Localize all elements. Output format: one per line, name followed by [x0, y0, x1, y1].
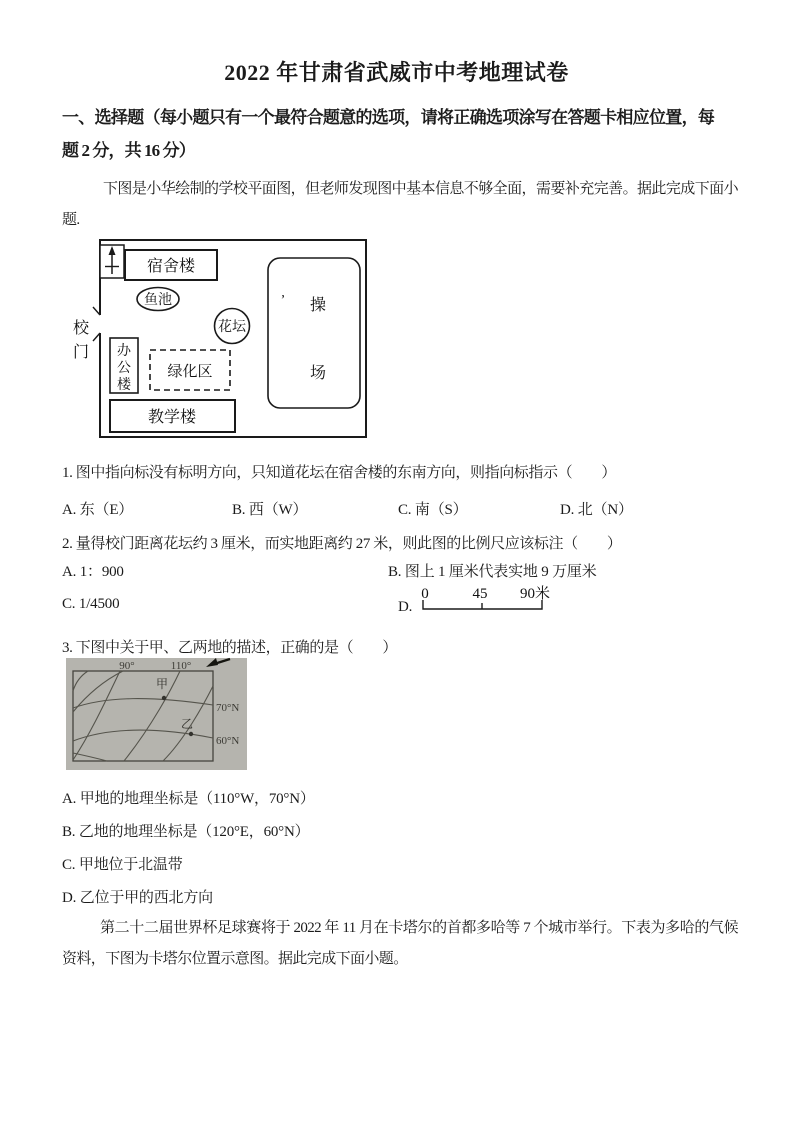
dormitory-label: 宿舍楼	[146, 258, 196, 275]
gate-opening-marks	[93, 307, 100, 341]
gate-label-char1: 校	[72, 320, 90, 337]
scale-bar-figure	[418, 584, 550, 618]
office-label-char1: 办	[117, 344, 131, 359]
lon-110-label: 110°	[170, 660, 192, 672]
q2-option-c: C. 1/4500	[62, 596, 120, 612]
playground-label-char2: 场	[309, 365, 327, 382]
question-1-text: 1. 图中指向标没有标明方向，只知道花坛在宿舍楼的东南方向，则指向标指示（ ）	[62, 465, 617, 481]
scale-tick-0-label: 0	[421, 586, 429, 602]
point-jia-dot	[162, 696, 166, 700]
exam-title: 2022 年甘肃省武威市中考地理试卷	[224, 60, 569, 85]
flower-bed-label: 花坛	[218, 320, 246, 335]
q2-option-b: B. 图上 1 厘米代表实地 9 万厘米	[388, 564, 597, 580]
q1-option-b: B. 西（W）	[232, 502, 308, 518]
fish-pond-label: 鱼池	[144, 293, 172, 308]
office-label-char3: 楼	[117, 378, 131, 393]
lon-90-label: 90°	[119, 660, 135, 672]
lat-70n-label: 70°N	[216, 702, 240, 714]
q3-option-d: D. 乙位于甲的西北方向	[62, 890, 213, 906]
playground-label-char1: 操	[309, 297, 327, 314]
gate-label-char2: 门	[72, 344, 90, 361]
q1-option-c: C. 南（S）	[398, 502, 468, 518]
lat-60n-label: 60°N	[216, 735, 240, 747]
intro-paragraph: 下图是小华绘制的学校平面图，但老师发现图中基本信息不够全面，需要补充完善。据此完成下面小题.	[62, 181, 738, 228]
scale-tick-45-label: 45	[472, 586, 488, 602]
point-yi-dot	[189, 732, 193, 736]
scale-tick-90-label: 90米	[519, 586, 550, 602]
playground	[268, 258, 360, 408]
point-jia-label: 甲	[155, 677, 169, 691]
closing-paragraph: 第二十二届世界杯足球赛将于 2022 年 11 月在卡塔尔的首都多哈等 7 个城市举行。下表为多哈的气候资料，下图为卡塔尔位置示意图。据此完成下面小题。	[62, 920, 738, 967]
school-map-figure	[60, 238, 380, 450]
point-yi-label: 乙	[180, 717, 194, 731]
section-heading: 一、选择题（每小题只有一个最符合题意的选项，请将正确选项涂写在答题卡相应位置，每题 2 分，共 16 分）	[62, 108, 714, 160]
q3-option-c: C. 甲地位于北温带	[62, 857, 183, 873]
q3-option-b: B. 乙地的地理坐标是（120°E，60°N）	[62, 824, 310, 840]
green-area-label: 绿化区	[167, 364, 213, 380]
question-3-text: 3. 下图中关于甲、乙两地的描述，正确的是（ ）	[62, 640, 398, 656]
office-label-char2: 公	[117, 361, 131, 376]
q1-option-d: D. 北（N）	[560, 502, 633, 518]
q2-option-a: A. 1：900	[62, 564, 124, 580]
teaching-label: 教学楼	[147, 409, 197, 426]
latlon-map-figure	[62, 656, 252, 774]
question-2-text: 2. 量得校门距离花坛约 3 厘米，而实地距离约 27 米，则此图的比例尺应该标注（ ）	[62, 536, 622, 552]
q2-option-d-label: D.	[398, 599, 413, 615]
q3-option-a: A. 甲地的地理坐标是（110°W，70°N）	[62, 791, 315, 807]
q1-option-a: A. 东（E）	[62, 502, 134, 518]
stray-mark: ’	[280, 293, 286, 308]
